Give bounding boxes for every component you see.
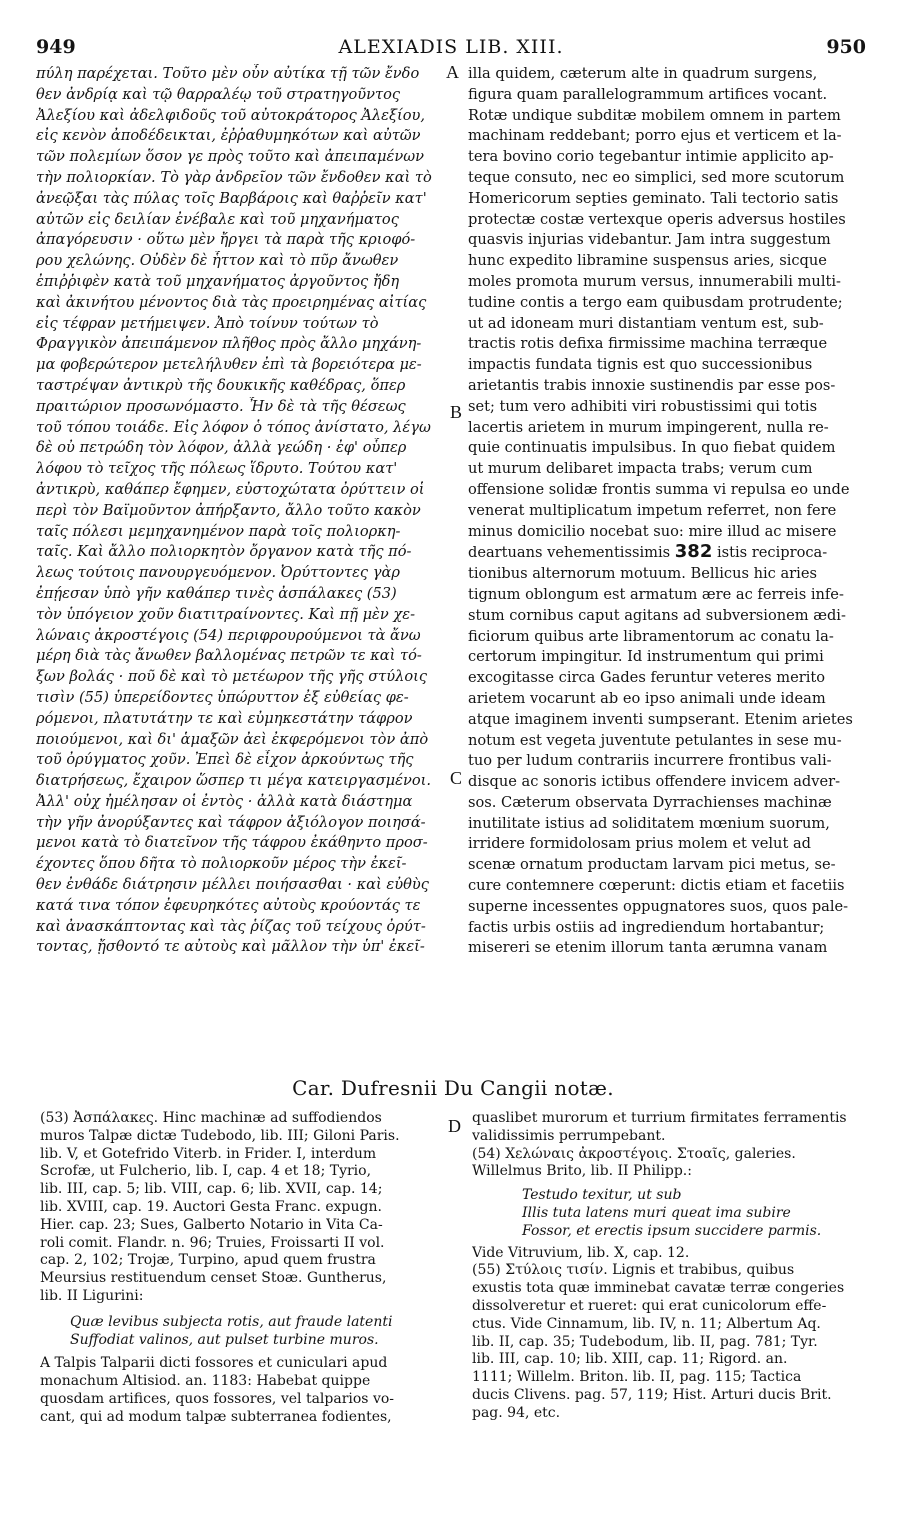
latin-text-line: deartuans vehementissimis 382 istis reciproca-	[468, 542, 828, 563]
note-line: quosdam artifices, quos fossores, vel talparios vo-	[40, 1390, 395, 1407]
note-line: dissolveretur et rueret: qui erat cunicolorum effe-	[472, 1297, 827, 1314]
latin-text-line: illa quidem, cæterum alte in quadrum surgens,	[468, 65, 818, 82]
greek-text-line: θεν ἐνθάδε διάτρησιν μέλλει ποιήσασθαι · καὶ εὐθὺς	[36, 876, 429, 894]
notes-left-column	[40, 1110, 440, 1427]
note-line: Meursius restituendum censet Stoæ. Guntherus,	[40, 1270, 387, 1287]
greek-text-line: ταστρέψαν ἀντικρὺ τῆς δουκικῆς καθέδρας, ὅπερ	[36, 376, 406, 394]
greek-text-line: δὲ οὐ πετρώδη τὸν λόφον, ἀλλὰ γεώδη · ἐφ' οὗπερ	[36, 439, 407, 457]
greek-text-line: ρόμενοι, πλατυτάτην τε καὶ εὐμηκεστάτην τάφρον	[36, 709, 413, 727]
greek-text-column	[36, 64, 446, 958]
latin-text-line: quie continuatis impulsibus. In quo fiebat quidem	[468, 439, 836, 457]
latin-text-line: notum est vegeta juventute petulantes in sese mu-	[468, 731, 842, 749]
greek-text-line: θεν ἀνδρίᾳ καὶ τῷ θαρραλέῳ τοῦ στρατηγοῦντος	[36, 85, 401, 103]
verse-line: Quæ levibus subjecta rotis, aut fraude latenti	[70, 1313, 393, 1330]
greek-text-line: ρου χελώνης. Οὐδὲν δὲ ἧττον καὶ τὸ πῦρ ἄνωθεν	[36, 252, 399, 270]
greek-text-line: καὶ ἀκινήτου μένοντος διὰ τὰς προειρημένας αἰτίας	[36, 293, 427, 311]
latin-text-line: protectæ costæ vertexque operis adversus hostiles	[468, 210, 846, 228]
greek-text-line: ἐπῄεσαν ὑπὸ γῆν καθάπερ τινὲς ἀσπάλακες (53)	[36, 584, 397, 602]
greek-text-line: διατρήσεως, ἔχαιρον ὥσπερ τι μέγα κατειργασμένοι.	[36, 772, 432, 790]
latin-text-line: sos. Cæterum observata Dyrrachienses machinæ	[468, 793, 832, 811]
note-line: lib. III, cap. 10; lib. XIII, cap. 11; Rigord. an.	[472, 1351, 788, 1368]
greek-text-line: πύλη παρέχεται. Τοῦτο μὲν οὖν αὐτίκα τῇ τῶν ἔνδο	[36, 65, 420, 82]
latin-text-line: tractis rotis defixa firmissime machina terræque	[468, 335, 828, 353]
note-line: Scrofæ, ut Fulcherio, lib. I, cap. 4 et 18; Tyrio,	[40, 1163, 372, 1180]
note-line: Vide Vitruvium, lib. X, cap. 12.	[472, 1244, 690, 1261]
latin-text-line: inutilitate istius ad soliditatem mœnium suorum,	[468, 814, 830, 832]
greek-text-line: τῶν πολεμίων ὅσον γε πρὸς τοῦτο καὶ ἀπειπαμένων	[36, 148, 424, 166]
note-line: Willelmus Brito, lib. II Philipp.:	[472, 1163, 692, 1180]
latin-text-line: lacertis arietem in murum impingerent, nulla re-	[468, 418, 829, 436]
note-line: (55) Στύλοις τισίν. Lignis et trabibus, quibus	[472, 1262, 795, 1279]
greek-text-line: τὸν ὑπόγειον χοῦν διατιτραίνοντες. Καὶ πῇ μὲν χε-	[36, 605, 416, 623]
note-line: cant, qui ad modum talpæ subterranea fodientes,	[40, 1408, 392, 1425]
latin-text-line: moles promota murum versus, innumerabili multi-	[468, 272, 841, 290]
latin-text-line: Rotæ undique subditæ mobilem omnem in partem	[468, 106, 841, 124]
latin-text-line: arietantis trabis innoxie sustinendis par esse pos-	[468, 376, 836, 394]
latin-text-line: scenæ ornatum productam larvam pici metus, se-	[468, 856, 836, 874]
latin-text-line: misereri se etenim illorum tanta ærumna vanam	[468, 939, 828, 957]
latin-text-line: stum cornibus caput agitans ad subversionem ædi-	[468, 606, 846, 624]
greek-text-line: τοῦ ὀρύγματος χοῦν. Ἐπεὶ δὲ εἶχον ἀρκούντως τῆς	[36, 751, 414, 769]
notes-title: Car. Dufresnii Du Cangii notæ.	[292, 1076, 614, 1100]
latin-text-line: arietem vocarunt ab eo ipso animali unde ideam	[468, 689, 826, 707]
greek-text-line: κατά τινα τόπον ἐφευρηκότες αὐτοὺς κρούοντάς τε	[36, 896, 421, 914]
latin-text-line: tionibus alternorum motuum. Bellicus hic aries	[468, 565, 817, 583]
greek-text-line: καὶ ἀνασκάπτοντας καὶ τὰς ῥίζας τοῦ τείχους ὀρύτ-	[36, 917, 426, 935]
verse-line: Suffodiat valinos, aut pulset turbine muros.	[70, 1331, 379, 1348]
note-line: A Talpis Talparii dicti fossores et cuniculari apud	[40, 1355, 388, 1372]
greek-text-line: ἐπιῤῥιφὲν κατὰ τοῦ μηχανήματος ἀργοῦντος ἤδη	[36, 272, 400, 290]
latin-text-line: Homericorum septies geminato. Tali tectorio satis	[468, 189, 839, 207]
note-line: lib. II, cap. 35; Tudebodum, lib. II, pag. 781; Tyr.	[472, 1333, 818, 1350]
greek-text-line: ἀπαγόρευσιν · οὕτω μὲν ἤργει τὰ παρὰ τῆς κριοφό-	[36, 231, 416, 249]
latin-text-line: machinam reddebant; porro ejus et verticem et la-	[468, 127, 842, 145]
greek-text-line: Φραγγικὸν ἀπειπάμενον πλῆθος πρὸς ἄλλο μηχάνη-	[36, 335, 422, 353]
running-title: ALEXIADIS LIB. XIII.	[338, 36, 564, 58]
greek-text-line: εἰς τέφραν μετήμειψεν. Ἀπὸ τοίνυν τούτων τὸ	[36, 314, 379, 332]
greek-text-line: τοῦ τόπου τοιάδε. Εἰς λόφον ὁ τόπος ἀνίστατο, λέγω	[36, 418, 431, 436]
greek-text-line: μα φοβερώτερον μετελήλυθεν ἐπὶ τὰ βορειότερα με-	[36, 356, 422, 374]
note-line: lib. III, cap. 5; lib. VIII, cap. 6; lib. XVII, cap. 14;	[40, 1181, 383, 1198]
spacer	[40, 1306, 440, 1314]
greek-text-line: περὶ τὸν Βαϊμοῦντον ἀπήρξαντο, ἄλλο τοῦτο κακὸν	[36, 501, 421, 519]
note-line: validissimis perrumpebant.	[472, 1127, 666, 1144]
page-number-left: 949	[36, 36, 76, 58]
margin-marker-c: C	[450, 768, 463, 788]
note-line: roli comit. Flandr. n. 96; Truies, Froissarti II vol.	[40, 1234, 385, 1251]
note-line: ctus. Vide Cinnamum, lib. IV, n. 11; Albertum Aq.	[472, 1315, 821, 1332]
latin-text-line: irridere formidolosam prius molem et velut ad	[468, 835, 811, 853]
latin-text-line: hunc expedito libramine suspensus aries, sicque	[468, 252, 827, 270]
note-line: monachum Altisiod. an. 1183: Habebat quippe	[40, 1373, 371, 1390]
notes-right-column	[472, 1110, 882, 1423]
latin-text-line: ficiorum quibus arte libramentorum ac conatu la-	[468, 627, 834, 645]
note-line: quaslibet murorum et turrium firmitates ferramentis	[472, 1110, 847, 1126]
note-line: lib. XVIII, cap. 19. Auctori Gesta Franc. expugn.	[40, 1198, 382, 1215]
note-line: pag. 94, etc.	[472, 1404, 561, 1421]
greek-text-line: τὴν πολιορκίαν. Τὸ γὰρ ἀνδρεῖον τῶν ἔνδοθεν καὶ τὸ	[36, 168, 432, 186]
margin-marker-a: A	[446, 62, 459, 82]
greek-text-line: Ἀλλ' οὐχ ἠμέλησαν οἱ ἐντὸς · ἀλλὰ κατὰ διάστημα	[36, 792, 413, 810]
latin-text-line: tera bovino corio tegebantur intimie applicito ap-	[468, 148, 834, 166]
greek-text-line: λόφου τὸ τεῖχος τῆς πόλεως ἵδρυτο. Τούτου κατ'	[36, 460, 398, 478]
greek-text-line: ταῖς. Καὶ ἄλλο πολιορκητὸν ὄργανον κατὰ τῆς πό-	[36, 543, 412, 561]
greek-text-line: έχοντες ὅπου δῆτα τὸ πολιορκοῦν μέρος τὴν ἐκεῖ-	[36, 855, 407, 873]
verse-line: Fossor, et erectis ipsum succidere parmis.	[522, 1222, 822, 1239]
note-line: (54) Χελώναις ἀκροστέγοις. Στοαῖς, galeries.	[472, 1145, 796, 1162]
greek-text-line: λεως τούτοις πανουργευόμενον. Ὀρύττοντες γὰρ	[36, 564, 400, 582]
latin-text-line: teque consuto, nec eo simplici, sed more scutorum	[468, 168, 845, 186]
greek-text-line: εἰς κενὸν ἀποδέδεικται, ἐῤῥαθυμηκότων καὶ αὐτῶν	[36, 127, 421, 145]
running-header	[36, 36, 866, 62]
note-line: muros Talpæ dictæ Tudebodo, lib. III; Giloni Paris.	[40, 1127, 400, 1144]
latin-text-line: factis urbis ostiis ad ingrediendum hortabantur;	[468, 918, 825, 936]
greek-text-line: τὴν γῆν ἀνορύξαντες καὶ τάφρον ἀξιόλογον ποιησά-	[36, 813, 426, 831]
latin-text-line: offensione solidæ frontis summa vi repulsa eo unde	[468, 480, 850, 498]
note-line: cap. 2, 102; Trojæ, Turpino, apud quem frustra	[40, 1252, 376, 1269]
note-line: lib. V, et Gotefrido Viterb. in Frider. I, interdum	[40, 1145, 377, 1162]
margin-marker-b: B	[450, 402, 463, 422]
margin-marker-d: D	[448, 1116, 461, 1136]
verse-line: Illis tuta latens muri queat ima subire	[522, 1204, 791, 1221]
greek-text-line: ἀνεῷξαι τὰς πύλας τοῖς Βαρβάροις καὶ θαῤῥεῖν κατ'	[36, 189, 427, 207]
greek-text-line: τισὶν (55) ὑπερείδοντες ὑπώρυττον ἐξ εὐθείας φε-	[36, 688, 409, 706]
greek-text-line: Ἀλεξίου καὶ ἀδελφιδοῦς τοῦ αὐτοκράτορος Ἀλεξίου,	[36, 106, 426, 124]
greek-text-line: ταῖς πόλεσι μεμηχανημένον παρὰ τοῖς πολιορκη-	[36, 522, 401, 540]
greek-text-line: ξων βολάς · ποῦ δὲ καὶ τὸ μετέωρον τῆς γῆς στύλοις	[36, 668, 428, 686]
latin-text-line: figura quam parallelogrammum artifices vocant.	[468, 85, 828, 103]
latin-text-line: tuo per ludum contrariis incurrere frontibus vali-	[468, 752, 832, 770]
note-line: Hier. cap. 23; Sues, Galberto Notario in Vita Ca-	[40, 1216, 383, 1233]
greek-text-line: ἀντικρὺ, καθάπερ ἔφημεν, εὐστοχώτατα ὀρύττειν οἱ	[36, 480, 425, 498]
latin-text-line: ut murum delibaret impacta trabs; verum cum	[468, 460, 813, 478]
latin-text-line: atque imaginem inventi sumpserant. Etenim arietes	[468, 710, 853, 728]
latin-text-line: set; tum vero adhibiti viri robustissimi qui totis	[468, 397, 818, 415]
greek-text-line: μέρη διὰ τὰς ἄνωθεν βαλλομένας πετρῶν τε καὶ τό-	[36, 647, 422, 665]
greek-text-line: ποιούμενοι, καὶ δι' ἁμαξῶν ἀεὶ ἐκφερόμενοι τὸν ἀπὸ	[36, 730, 429, 748]
greek-text-line: λώναις ἀκροστέγοις (54) περιφρουρούμενοι τὰ ἄνω	[36, 626, 421, 644]
latin-text-line: tudine contis a tergo eam quibusdam protrudente;	[468, 293, 843, 311]
greek-text-line: τοντας, ᾔσθοντό τε αὐτοὺς καὶ μᾶλλον τὴν ὑπ' ἐκεῖ-	[36, 938, 425, 956]
latin-text-line: disque ac sonoris ictibus offendere invicem adver-	[468, 773, 841, 791]
note-line: 1111; Willelm. Briton. lib. II, pag. 115; Tactica	[472, 1369, 802, 1386]
latin-text-line: cure contemnere cœperunt: dictis etiam et facetiis	[468, 877, 845, 895]
latin-text-line: venerat multiplicatum impetum referret, non fere	[468, 501, 837, 519]
latin-text-line: certorum impingitur. Id instrumentum qui primi	[468, 648, 824, 666]
note-line: ducis Clivens. pag. 57, 119; Hist. Arturi ducis Brit.	[472, 1386, 832, 1403]
note-line: exustis tota quæ imminebat cavatæ terræ congeries	[472, 1280, 845, 1297]
latin-text-line: impactis fundata tignis est quo successionibus	[468, 356, 813, 374]
latin-text-line: superne incessentes oppugnatores suos, quos pale-	[468, 897, 849, 915]
column-number: 382	[674, 542, 713, 563]
greek-text-line: μενοι κατὰ τὸ διατεῖνον τῆς τάφρου ἐκάθηντο προσ-	[36, 834, 428, 852]
latin-text-line: ut ad idoneam muri distantiam ventum est, sub-	[468, 314, 824, 332]
latin-text-line: minus domicilio nocebat suo: mire illud ac misere	[468, 522, 837, 540]
note-line: lib. II Ligurini:	[40, 1287, 144, 1304]
greek-text-line: αὐτῶν εἰς δειλίαν ἐνέβαλε καὶ τοῦ μηχανήματος	[36, 210, 399, 228]
latin-text-column	[468, 64, 876, 959]
greek-text-line: πραιτώριον προσωνόμαστο. Ἦν δὲ τὰ τῆς θέσεως	[36, 397, 406, 415]
latin-text-line: quasvis injurias videbantur. Jam intra suggestum	[468, 231, 831, 249]
note-line: (53) Ἀσπάλακες. Hinc machinæ ad suffodiendos	[40, 1110, 382, 1126]
latin-text-line: excogitasse circa Gades feruntur veteres merito	[468, 669, 826, 687]
verse-line: Testudo texitur, ut sub	[522, 1187, 682, 1204]
latin-text-line: tignum oblongum est armatum ære ac ferreis infe-	[468, 585, 844, 603]
page-number-right: 950	[826, 36, 866, 58]
